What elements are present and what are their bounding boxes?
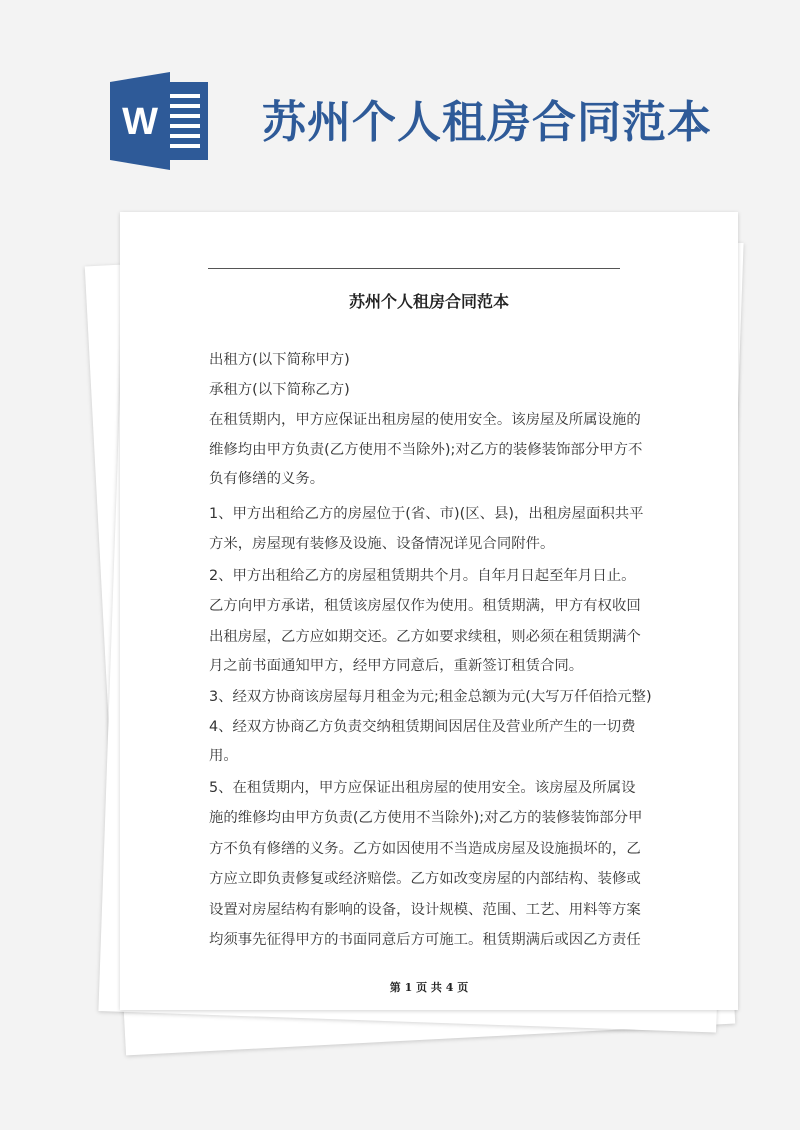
document-text-line: 方应立即负责修复或经济赔偿。乙方如改变房屋的内部结构、装修或	[209, 871, 641, 887]
document-text-line: 5、在租赁期内，甲方应保证出租房屋的使用安全。该房屋及所属设	[209, 780, 636, 796]
document-text-line: 用。	[209, 748, 238, 764]
document-text-line: 在租赁期内，甲方应保证出租房屋的使用安全。该房屋及所属设施的	[209, 412, 641, 428]
document-text-line: 承租方(以下简称乙方)	[209, 382, 350, 398]
document-text-line: 4、经双方协商乙方负责交纳租赁期间因居住及营业所产生的一切费	[209, 719, 636, 735]
document-text-line: 方不负有修缮的义务。乙方如因使用不当造成房屋及设施损坏的，乙	[209, 841, 641, 857]
document-text-line: 1、甲方出租给乙方的房屋位于(省、市)(区、县)，出租房屋面积共平	[209, 506, 644, 522]
document-text-line: 施的维修均由甲方负责(乙方使用不当除外);对乙方的装修装饰部分甲	[209, 810, 643, 826]
document-text-line: 设置对房屋结构有影响的设备，设计规模、范围、工艺、用料等方案	[209, 902, 641, 918]
document-text-line: 维修均由甲方负责(乙方使用不当除外);对乙方的装修装饰部分甲方不	[209, 442, 643, 458]
document-text-line: 乙方向甲方承诺，租赁该房屋仅作为使用。租赁期满，甲方有权收回	[209, 598, 641, 614]
svg-text:W: W	[122, 101, 158, 143]
header-rule	[208, 268, 620, 269]
document-text-line: 均须事先征得甲方的书面同意后方可施工。租赁期满后或因乙方责任	[209, 932, 641, 948]
banner-title: 苏州个人租房合同范本	[262, 97, 712, 148]
document-text-line: 负有修缮的义务。	[209, 471, 325, 487]
page-footer: 第 1 页 共 4 页	[389, 981, 469, 994]
document-text-line: 出租房屋，乙方应如期交还。乙方如要求续租，则必须在租赁期满个	[209, 629, 641, 645]
word-icon	[110, 72, 214, 170]
document-text-line: 2、甲方出租给乙方的房屋租赁期共个月。自年月日起至年月日止。	[209, 568, 636, 584]
document-text-line: 方米，房屋现有装修及设施、设备情况详见合同附件。	[209, 536, 555, 552]
document-text-line: 出租方(以下简称甲方)	[209, 352, 350, 368]
document-page	[120, 212, 738, 1010]
document-title: 苏州个人租房合同范本	[348, 292, 509, 311]
document-text-line: 3、经双方协商该房屋每月租金为元;租金总额为元(大写万仟佰拾元整)	[209, 689, 652, 705]
document-text-line: 月之前书面通知甲方，经甲方同意后，重新签订租赁合同。	[209, 658, 584, 674]
